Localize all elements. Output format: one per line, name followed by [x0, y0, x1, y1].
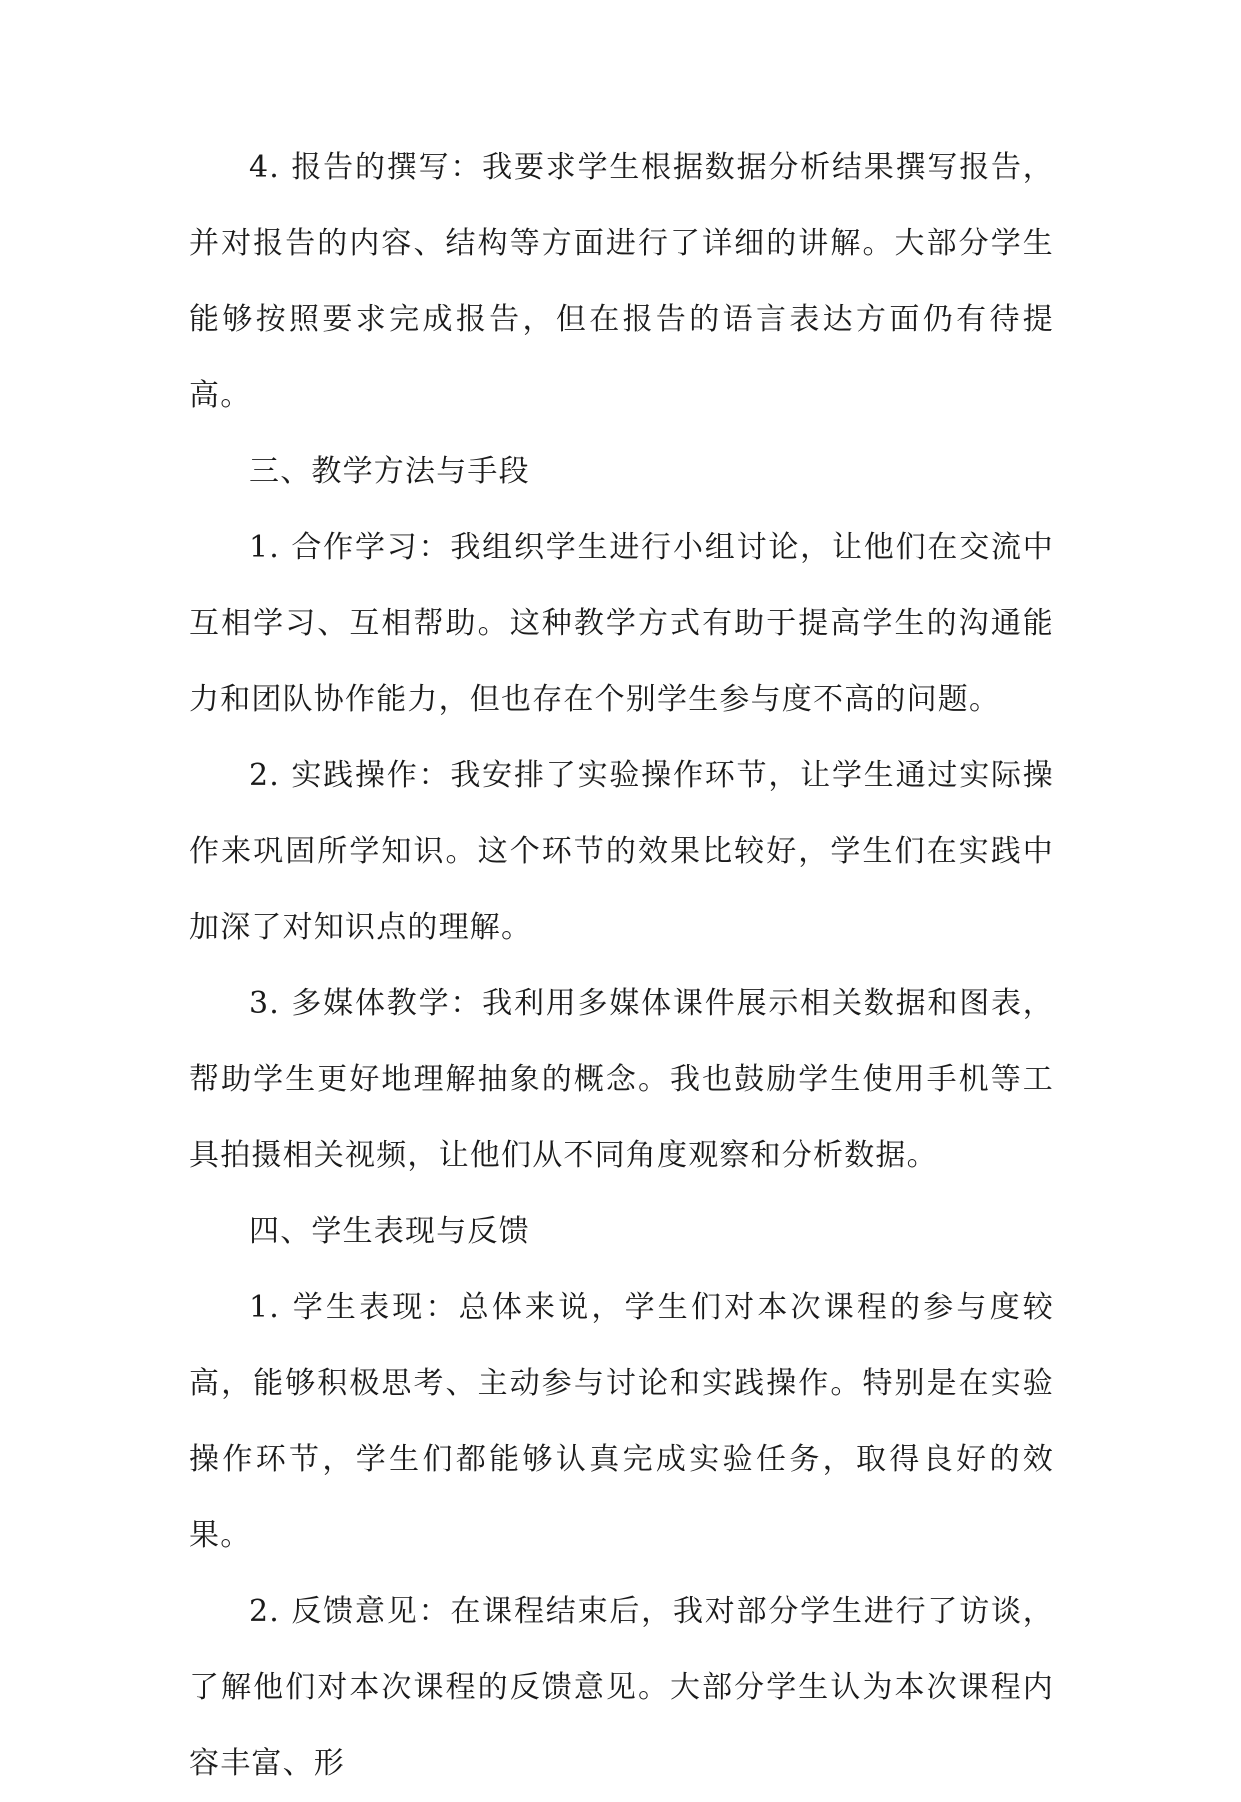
- paragraph-practical-operation: 2. 实践操作：我安排了实验操作环节，让学生通过实际操作来巩固所学知识。这个环节的效果比较好，学生们在实践中加深了对知识点的理解。: [189, 758, 1054, 945]
- paragraph-feedback: 2. 反馈意见：在课程结束后，我对部分学生进行了访谈，了解他们对本次课程的反馈意见。大部分学生认为本次课程内容丰富、形: [189, 1594, 1054, 1781]
- section-heading-teaching-methods: 三、教学方法与手段: [249, 454, 530, 489]
- paragraph-multimedia-teaching: 3. 多媒体教学：我利用多媒体课件展示相关数据和图表，帮助学生更好地理解抽象的概念。我也鼓励学生使用手机等工具拍摄相关视频，让他们从不同角度观察和分析数据。: [189, 986, 1054, 1173]
- paragraph-report-writing: 4. 报告的撰写：我要求学生根据数据分析结果撰写报告，并对报告的内容、结构等方面进行了详细的讲解。大部分学生能够按照要求完成报告，但在报告的语言表达方面仍有待提高。: [189, 150, 1054, 413]
- paragraph-cooperative-learning: 1. 合作学习：我组织学生进行小组讨论，让他们在交流中互相学习、互相帮助。这种教学方式有助于提高学生的沟通能力和团队协作能力，但也存在个别学生参与度不高的问题。: [189, 530, 1054, 717]
- section-heading-student-performance: 四、学生表现与反馈: [249, 1214, 530, 1249]
- document-body: [189, 130, 1054, 1802]
- paragraph-student-performance: 1. 学生表现：总体来说，学生们对本次课程的参与度较高，能够积极思考、主动参与讨论和实践操作。特别是在实验操作环节，学生们都能够认真完成实验任务，取得良好的效果。: [189, 1290, 1054, 1553]
